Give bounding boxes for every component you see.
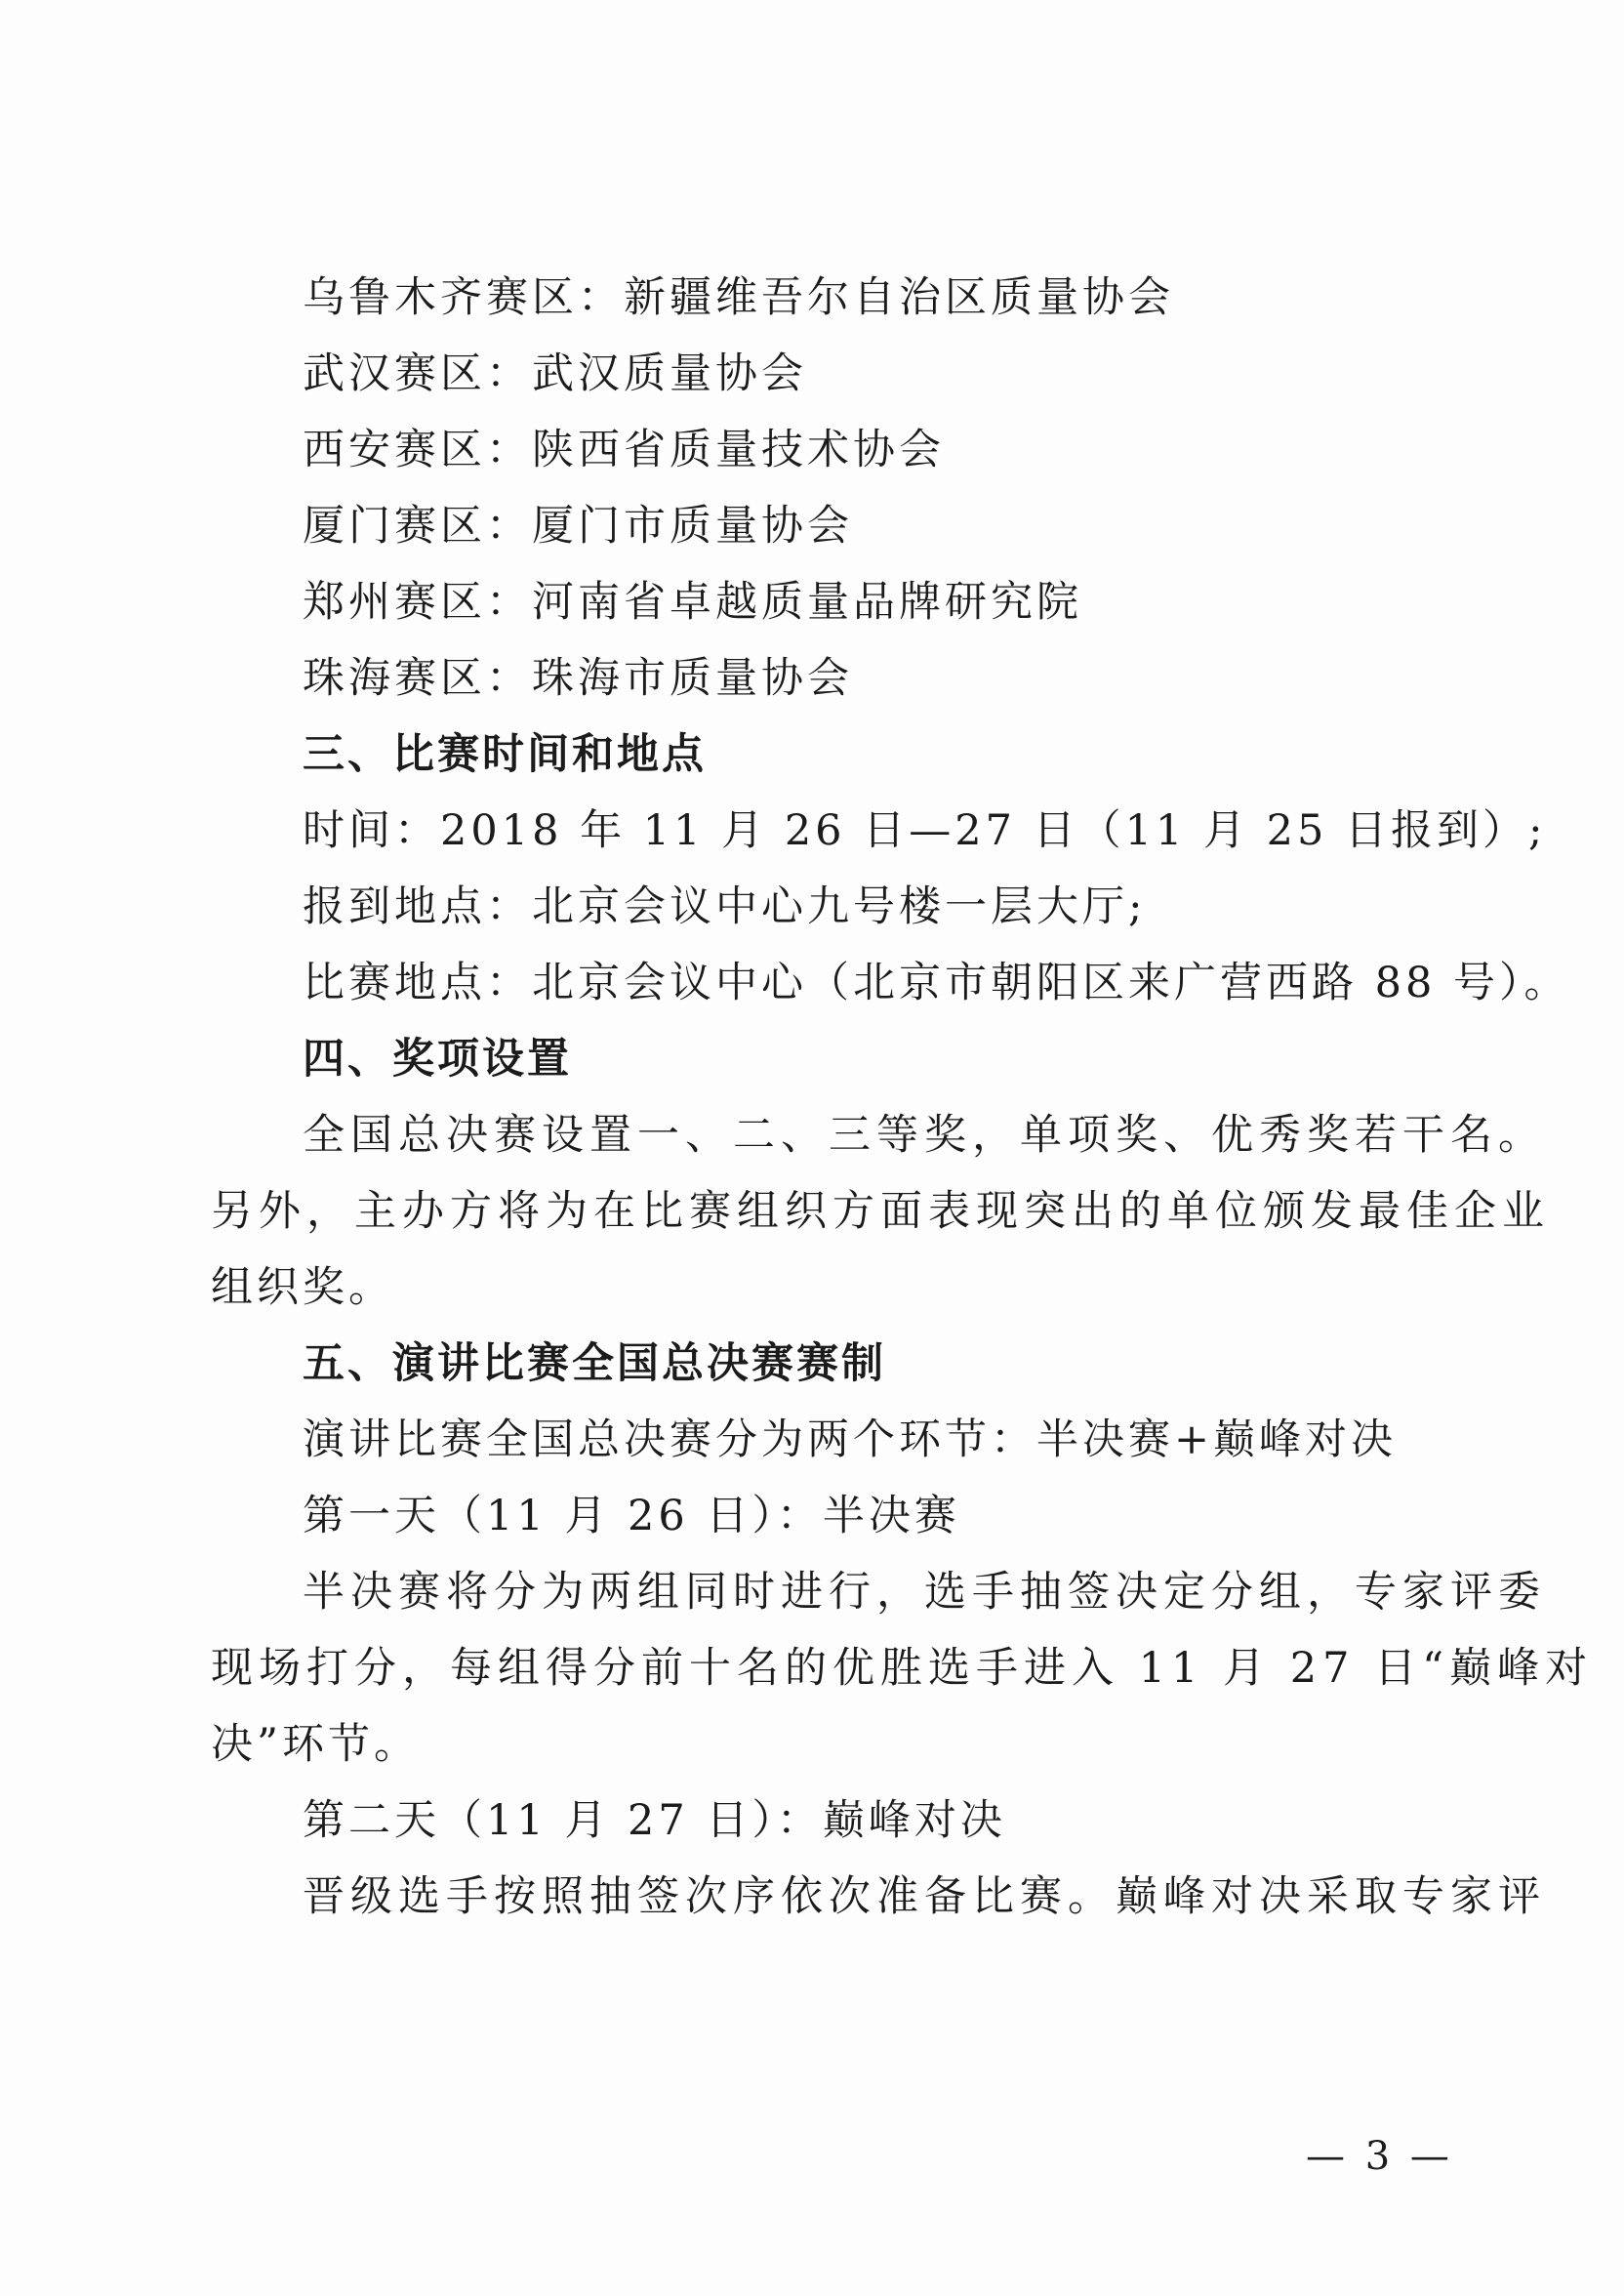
- awards-paragraph-line-1: 全国总决赛设置一、二、三等奖，单项奖、优秀奖若干名。: [303, 1111, 1546, 1160]
- day-two-heading: 第二天（11 月 27 日）：巅峰对决: [303, 1796, 1006, 1845]
- section-heading-5: 五、演讲比赛全国总决赛赛制: [303, 1339, 886, 1388]
- section-heading-4: 四、奖项设置: [303, 1035, 572, 1084]
- region-wuhan: 武汉赛区：武汉质量协会: [303, 349, 807, 398]
- awards-paragraph-line-2: 另外，主办方将为在比赛组织方面表现突出的单位颁发最佳企业: [211, 1187, 1550, 1236]
- region-xiamen: 厦门赛区：厦门市质量协会: [303, 502, 853, 551]
- region-zhuhai: 珠海赛区：珠海市质量协会: [303, 654, 853, 703]
- awards-paragraph-line-3: 组织奖。: [211, 1263, 394, 1312]
- competition-venue: 比赛地点：北京会议中心（北京市朝阳区来广营西路 88 号）。: [303, 959, 1570, 1007]
- section-heading-3: 三、比赛时间和地点: [303, 730, 707, 779]
- registration-location: 报到地点：北京会议中心九号楼一层大厅;: [303, 882, 1147, 931]
- region-zhengzhou: 郑州赛区：河南省卓越质量品牌研究院: [303, 578, 1082, 627]
- semifinal-paragraph-line-2: 现场打分，每组得分前十名的优胜选手进入 11 月 27 日“巅峰对: [211, 1644, 1594, 1693]
- region-xian: 西安赛区：陕西省质量技术协会: [303, 426, 945, 474]
- format-intro: 演讲比赛全国总决赛分为两个环节：半决赛+巅峰对决: [303, 1415, 1398, 1464]
- semifinal-paragraph-line-1: 半决赛将分为两组同时进行，选手抽签决定分组，专家评委: [303, 1568, 1546, 1617]
- final-paragraph-line-1: 晋级选手按照抽签次序依次准备比赛。巅峰对决采取专家评: [303, 1872, 1546, 1921]
- region-urumqi: 乌鲁木齐赛区：新疆维吾尔自治区质量协会: [303, 273, 1174, 322]
- semifinal-paragraph-line-3: 决”环节。: [211, 1720, 420, 1769]
- schedule-time: 时间：2018 年 11 月 26 日—27 日（11 月 25 日报到）;: [303, 806, 1547, 855]
- page-number: — 3 —: [1306, 2134, 1453, 2179]
- day-one-heading: 第一天（11 月 26 日）：半决赛: [303, 1492, 960, 1540]
